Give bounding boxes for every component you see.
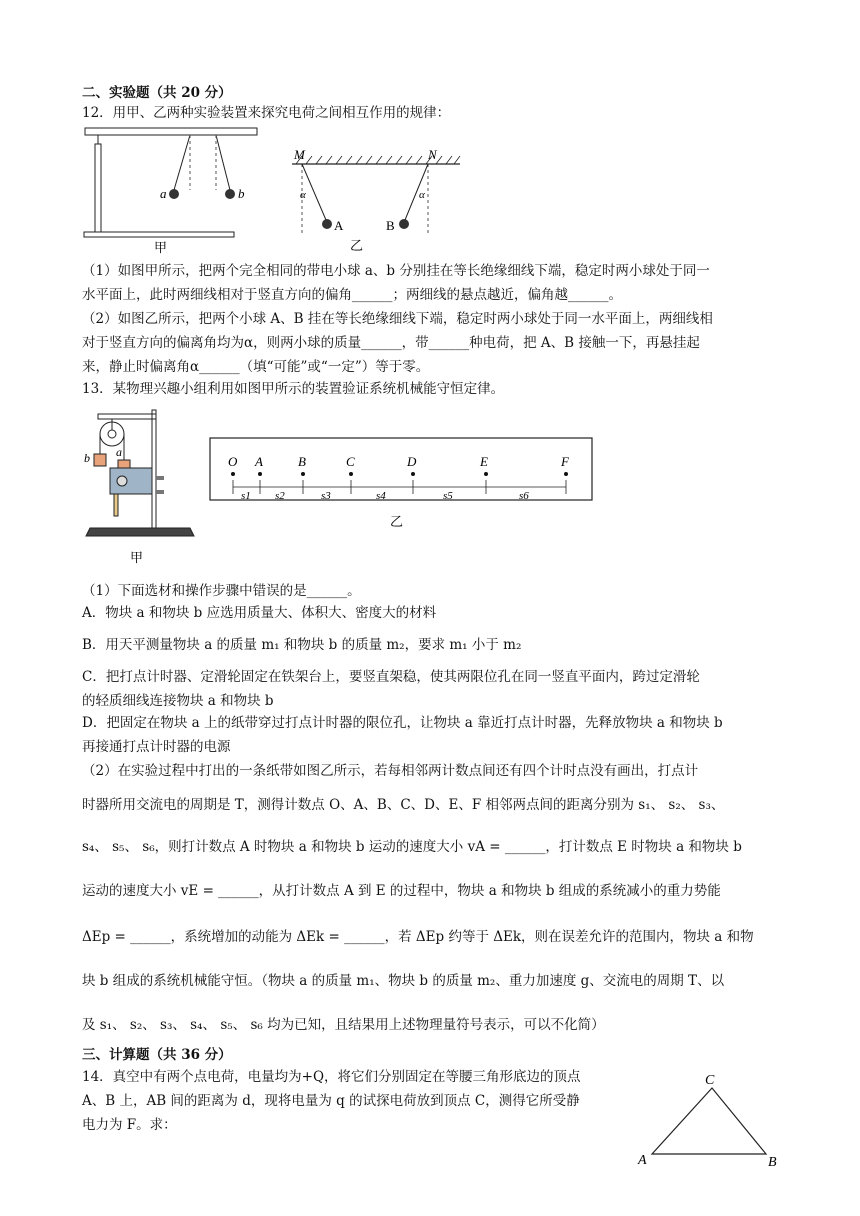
q13-q2-line5: ΔEp = ______，系统增加的动能为 ΔEk = ______，若 ΔEp 约等于 ΔEk，则在误差允许的范围内，物块 a 和物 [82, 929, 754, 945]
q13-figure-yi [208, 436, 598, 536]
q13-figure-jia [82, 406, 202, 566]
ball-a [169, 189, 179, 199]
vertex-a: A [638, 1153, 647, 1168]
q14-line2: A、B 上，AB 间的距离为 d，现将电量为 q 的试探电荷放到顶点 C，测得它所受静 [82, 1093, 580, 1109]
seg-s3: s3 [321, 490, 331, 502]
label-a: a [116, 445, 122, 459]
vertex-b: B [768, 1155, 777, 1170]
q13-q1: （1）下面选材和操作步骤中错误的是______。 [82, 583, 361, 599]
caption-yi: 乙 [350, 238, 364, 253]
label-ball-a: a [160, 186, 167, 201]
label-b: b [84, 451, 90, 465]
q13-q2-line7: 及 s₁、 s₂、 s₃、 s₄、 s₅、 s₆ 均为已知，且结果用上述物理量符号表示，可以不化简） [82, 1017, 605, 1033]
q12-p1-line2: 水平面上，此时两细线相对于竖直方向的偏角______；两细线的悬点越近，偏角越______。 [82, 287, 622, 303]
q13-q2-line2: 时器所用交流电的周期是 T，测得计数点 O、A、B、C、D、E、F 相邻两点间的距离分别为 s₁、 s₂、 s₃、 [82, 797, 725, 813]
timer [110, 468, 152, 494]
q12-stem: 12．用甲、乙两种实验装置来探究电荷之间相互作用的规律： [82, 105, 451, 121]
q12-p2-line2: 对于竖直方向的偏离角均为α，则两小球的质量______，带______种电荷，把 A、B 接触一下，再悬挂起 [82, 335, 700, 351]
section-2-title: 二、实验题（共 20 分） [82, 85, 232, 101]
q13-stem: 13．某物理兴趣小组利用如图甲所示的装置验证系统机械能守恒定律。 [82, 381, 505, 397]
tape-point-c: C [346, 454, 355, 469]
q14-line3: 电力为 F。求： [82, 1117, 177, 1133]
caption-jia: 甲 [130, 550, 144, 565]
q12-p2-line3: 来，静止时偏离角α______（填“可能”或“一定”）等于零。 [82, 359, 430, 375]
q12-figure-yi [288, 146, 478, 256]
q13-option-d-line1: D．把固定在物块 a 上的纸带穿过打点计时器的限位孔，让物块 a 靠近打点计时器，先释放物块 a 和物块 b [82, 715, 723, 731]
q13-option-c-line2: 的轻质细线连接物块 a 和物块 b [82, 693, 274, 709]
q14-line1: 14．真空中有两个点电荷，电量均为+Q，将它们分别固定在等腰三角形底边的顶点 [82, 1069, 581, 1085]
ball-b [225, 189, 235, 199]
q13-option-c-line1: C．把打点计时器、定滑轮固定在铁架台上，要竖直架稳，使其两限位孔在同一竖直平面内，跨过定滑轮 [82, 669, 700, 685]
point-n: N [428, 147, 437, 162]
tape-point-o: O [228, 454, 238, 469]
point-m: M [294, 147, 305, 162]
section-3-title: 三、计算题（共 36 分） [82, 1047, 232, 1063]
q12-figure-jia [80, 124, 280, 254]
tape-point-e: E [480, 454, 488, 469]
vertex-c: C [705, 1073, 715, 1088]
angle-right: α [419, 189, 425, 201]
q13-q2-line1: （2）在实验过程中打出的一条纸带如图乙所示，若每相邻两计数点间还有四个计时点没有画出，打点计 [82, 763, 699, 779]
seg-s5: s5 [443, 490, 453, 502]
tape-point-f: F [561, 454, 569, 469]
q12-p2-line1: （2）如图乙所示，把两个小球 A、B 挂在等长绝缘细线下端，稳定时两小球处于同一水平面上，两细线相 [82, 311, 713, 327]
block-a [118, 460, 130, 468]
tape-dots [231, 472, 568, 476]
tape-point-d: D [407, 454, 417, 469]
caption-yi: 乙 [390, 514, 404, 529]
ball-B [399, 219, 409, 229]
tape-point-b: B [298, 454, 306, 469]
seg-s6: s6 [519, 490, 529, 502]
q13-option-a: A．物块 a 和物块 b 应选用质量大、体积大、密度大的材料 [82, 605, 437, 621]
q13-option-d-line2: 再接通打点计时器的电源 [82, 739, 231, 755]
label-B: B [386, 218, 395, 233]
q13-q2-line4: 运动的速度大小 vE = ______，从打计数点 A 到 E 的过程中，物块 a 和物块 b 组成的系统减小的重力势能 [82, 883, 721, 899]
caption-jia: 甲 [154, 240, 168, 254]
q13-option-b: B．用天平测量物块 a 的质量 m₁ 和物块 b 的质量 m₂，要求 m₁ 小于 m₂ [82, 637, 522, 653]
label-A: A [334, 218, 344, 233]
q13-q2-line3: s₄、 s₅、 s₆，则打计数点 A 时物块 a 和物块 b 运动的速度大小 vA = ______，打计数点 E 时物块 a 和物块 b [82, 839, 742, 855]
angle-left: α [300, 189, 306, 201]
label-ball-b: b [238, 186, 245, 201]
q13-q2-line6: 块 b 组成的系统机械能守恒。（物块 a 的质量 m₁、物块 b 的质量 m₂、重力加速度 g、交流电的周期 T、以 [82, 973, 725, 989]
q14-triangle-figure [634, 1068, 784, 1172]
block-b [94, 454, 106, 466]
ball-A [322, 219, 332, 229]
seg-s2: s2 [275, 490, 285, 502]
q12-p1-line1: （1）如图甲所示，把两个完全相同的带电小球 a、b 分别挂在等长绝缘细线下端，稳定时两小球处于同一 [82, 263, 710, 279]
seg-s4: s4 [376, 490, 386, 502]
tape-point-a: A [255, 454, 263, 469]
seg-s1: s1 [241, 490, 251, 502]
